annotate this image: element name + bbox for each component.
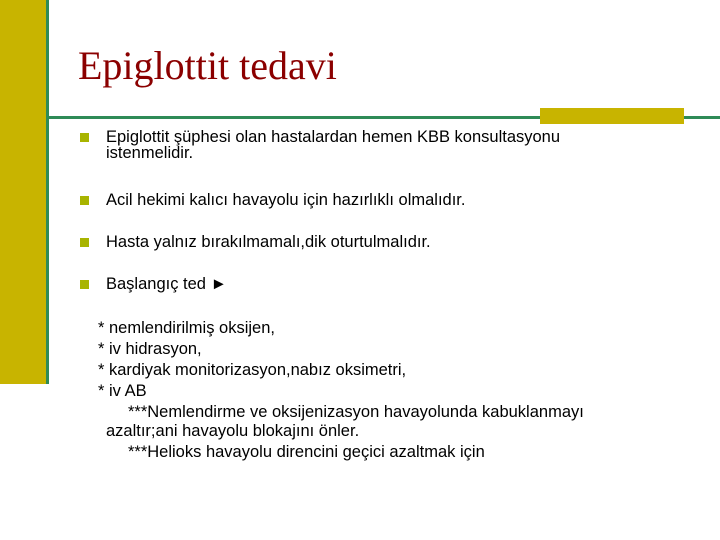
slide-title: Epiglottit tedavi <box>78 43 337 88</box>
sub-line: ***Helioks havayolu direncini geçici azaltmak için <box>128 443 485 461</box>
bullet-square-icon <box>80 196 89 205</box>
bullet-text: Epiglottit şüphesi olan hastalardan hemen KBB konsultasyonu <box>106 128 561 146</box>
bullet-square-icon <box>80 280 89 289</box>
sub-line: * iv hidrasyon, <box>98 340 202 358</box>
title-accent-bar <box>540 108 684 124</box>
left-decor-bar <box>0 0 46 384</box>
bullet-text: Acil hekimi kalıcı havayolu için hazırlıklı olmalıdır. <box>106 191 466 209</box>
bullet-text: Başlangıç ted ► <box>106 275 227 293</box>
sub-line: ***Nemlendirme ve oksijenizasyon havayolunda kabuklanmayı <box>128 403 584 421</box>
left-decor-line <box>46 0 49 384</box>
sub-line: * nemlendirilmiş oksijen, <box>98 319 275 337</box>
bullet-square-icon <box>80 133 89 142</box>
bullet-square-icon <box>80 238 89 247</box>
bullet-text: Hasta yalnız bırakılmamalı,dik oturtulmalıdır. <box>106 233 431 251</box>
sub-line: * kardiyak monitorizasyon,nabız oksimetri, <box>98 361 407 379</box>
sub-line: * iv AB <box>98 382 147 400</box>
sub-line: azaltır;ani havayolu blokajını önler. <box>106 422 360 440</box>
bullet-text-continued: istenmelidir. <box>106 144 194 162</box>
